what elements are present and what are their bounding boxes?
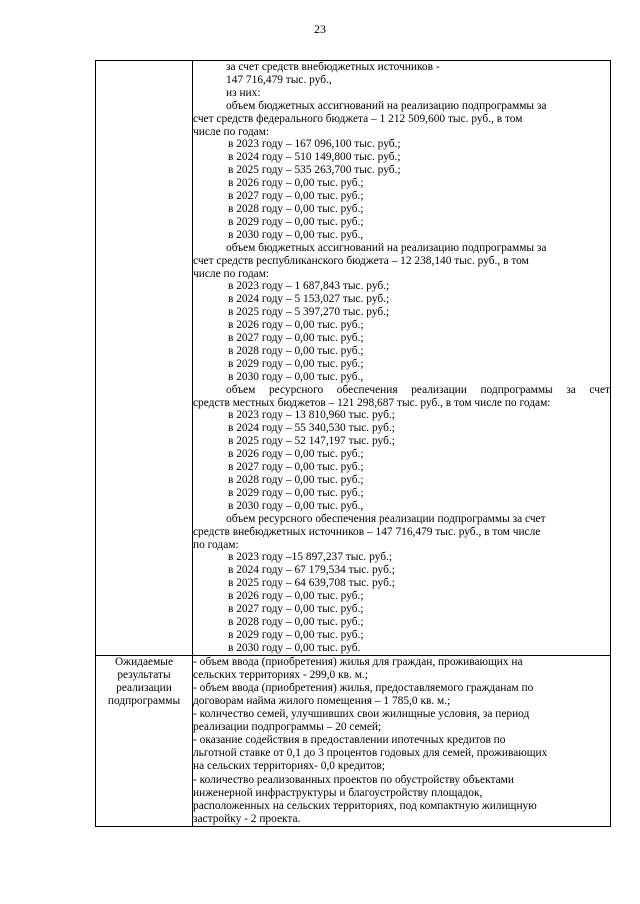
funding-line: в 2028 году – 0,00 тыс. руб.;	[228, 344, 364, 357]
funding-line: счет средств республиканского бюджета – 12 238,140 тыс. руб., в том	[193, 254, 529, 267]
funding-line: объем ресурсного обеспечения реализации подпрограммы за счет	[226, 383, 610, 396]
funding-line: средств местных бюджетов – 121 298,687 тыс. руб., в том числе по годам:	[193, 396, 551, 409]
expected-result-line: - количество семей, улучшивших свои жилищные условия, за период	[193, 708, 530, 721]
funding-line: в 2028 году – 0,00 тыс. руб.;	[228, 615, 364, 628]
funding-row	[96, 61, 611, 656]
funding-line: в 2025 году – 535 263,700 тыс. руб.;	[228, 164, 401, 177]
expected-result-line: - объем ввода (приобретения) жилья для граждан, проживающих на	[193, 655, 523, 668]
funding-line: в 2024 году – 5 153,027 тыс. руб.;	[228, 293, 390, 306]
funding-line: объем ресурсного обеспечения реализации подпрограммы за счет	[226, 512, 546, 525]
funding-line: средств внебюджетных источников – 147 716,479 тыс. руб., в том числе	[193, 525, 541, 538]
expected-result-line: инженерной инфраструктуры и благоустройству площадок,	[193, 786, 483, 799]
funding-line: в 2023 году – 13 810,960 тыс. руб.;	[228, 409, 395, 422]
funding-line: в 2029 году – 0,00 тыс. руб.;	[228, 486, 364, 499]
funding-line: за счет средств внебюджетных источников -	[226, 61, 440, 73]
funding-line: в 2023 году –15 897,237 тыс. руб.;	[228, 551, 393, 564]
funding-text-cell	[193, 61, 611, 656]
expected-result-line: - объем ввода (приобретения) жилья, предоставляемого гражданам по	[193, 681, 534, 694]
subprogram-passport-table	[95, 60, 611, 827]
funding-line: из них:	[226, 86, 261, 99]
expected-result-line: реализации подпрограммы – 20 семей;	[193, 721, 382, 734]
expected-result-line: застройку - 2 проекта.	[193, 812, 301, 825]
expected-results-label-line: результаты	[117, 668, 171, 681]
funding-line: объем бюджетных ассигнований на реализацию подпрограммы за	[226, 99, 547, 112]
funding-line: в 2026 году – 0,00 тыс. руб.;	[228, 319, 364, 332]
funding-line: в 2023 году – 167 096,100 тыс. руб.;	[228, 138, 401, 151]
expected-results-text-cell	[193, 655, 611, 826]
funding-line: в 2029 году – 0,00 тыс. руб.;	[228, 215, 364, 228]
expected-result-line: - оказание содействия в предоставлении ипотечных кредитов по	[193, 734, 506, 747]
funding-line: в 2026 году – 0,00 тыс. руб.;	[228, 590, 364, 603]
expected-result-line: - количество реализованных проектов по обустройству объектами	[193, 773, 514, 786]
funding-line: объем бюджетных ассигнований на реализацию подпрограммы за	[226, 241, 547, 254]
funding-line: в 2029 году – 0,00 тыс. руб.;	[228, 357, 364, 370]
expected-result-line: сельских территориях - 299,0 кв. м.;	[193, 668, 368, 681]
funding-label-cell	[96, 61, 193, 656]
funding-line: в 2029 году – 0,00 тыс. руб.;	[228, 628, 364, 641]
funding-line: в 2024 году – 55 340,530 тыс. руб.;	[228, 422, 395, 435]
funding-line: в 2030 году – 0,00 тыс. руб.,	[228, 228, 364, 241]
expected-results-row	[96, 655, 611, 826]
funding-line: в 2027 году – 0,00 тыс. руб.;	[228, 190, 364, 203]
expected-results-label	[96, 655, 193, 826]
funding-line: в 2026 году – 0,00 тыс. руб.;	[228, 177, 364, 190]
expected-result-line: расположенных на сельских территориях, под компактную жилищную	[193, 799, 537, 812]
funding-line: 147 716,479 тыс. руб.,	[226, 73, 332, 86]
funding-line: в 2027 году – 0,00 тыс. руб.;	[228, 461, 364, 474]
funding-line: в 2025 году – 64 639,708 тыс. руб.;	[228, 577, 395, 590]
funding-line: в 2024 году – 67 179,534 тыс. руб.;	[228, 564, 395, 577]
expected-results-label-line: Ожидаемые	[114, 655, 173, 668]
funding-line: счет средств федерального бюджета – 1 212 509,600 тыс. руб., в том	[193, 112, 523, 125]
funding-line: в 2024 году – 510 149,800 тыс. руб.;	[228, 151, 401, 164]
funding-line: в 2023 году – 1 687,843 тыс. руб.;	[228, 280, 390, 293]
funding-line: в 2027 году – 0,00 тыс. руб.;	[228, 603, 364, 616]
funding-line: в 2026 году – 0,00 тыс. руб.;	[228, 448, 364, 461]
expected-result-line: на сельских территориях- 0,0 кредитов;	[193, 760, 385, 773]
expected-results-label-line: реализации	[116, 682, 172, 695]
funding-line: в 2030 году – 0,00 тыс. руб.,	[228, 499, 364, 512]
funding-line: в 2027 году – 0,00 тыс. руб.;	[228, 332, 364, 345]
expected-result-line: договорам найма жилого помещения – 1 785,0 кв. м.;	[193, 694, 451, 707]
funding-line: в 2028 году – 0,00 тыс. руб.;	[228, 474, 364, 486]
funding-line: по годам:	[193, 538, 239, 551]
funding-line: в 2025 году – 5 397,270 тыс. руб.;	[228, 306, 390, 319]
funding-line: числе по годам:	[193, 125, 270, 138]
funding-line: числе по годам:	[193, 267, 270, 280]
funding-line: в 2030 году – 0,00 тыс. руб.,	[228, 370, 364, 383]
page-number: 23	[314, 22, 326, 36]
funding-line: в 2030 году – 0,00 тыс. руб.	[228, 641, 361, 654]
funding-line: в 2025 году – 52 147,197 тыс. руб.;	[228, 435, 395, 448]
expected-result-line: льготной ставке от 0,1 до 3 процентов годовых для семей, проживающих	[193, 747, 548, 760]
expected-results-label-line: подпрограммы	[107, 695, 181, 708]
funding-line: в 2028 году – 0,00 тыс. руб.;	[228, 202, 364, 215]
